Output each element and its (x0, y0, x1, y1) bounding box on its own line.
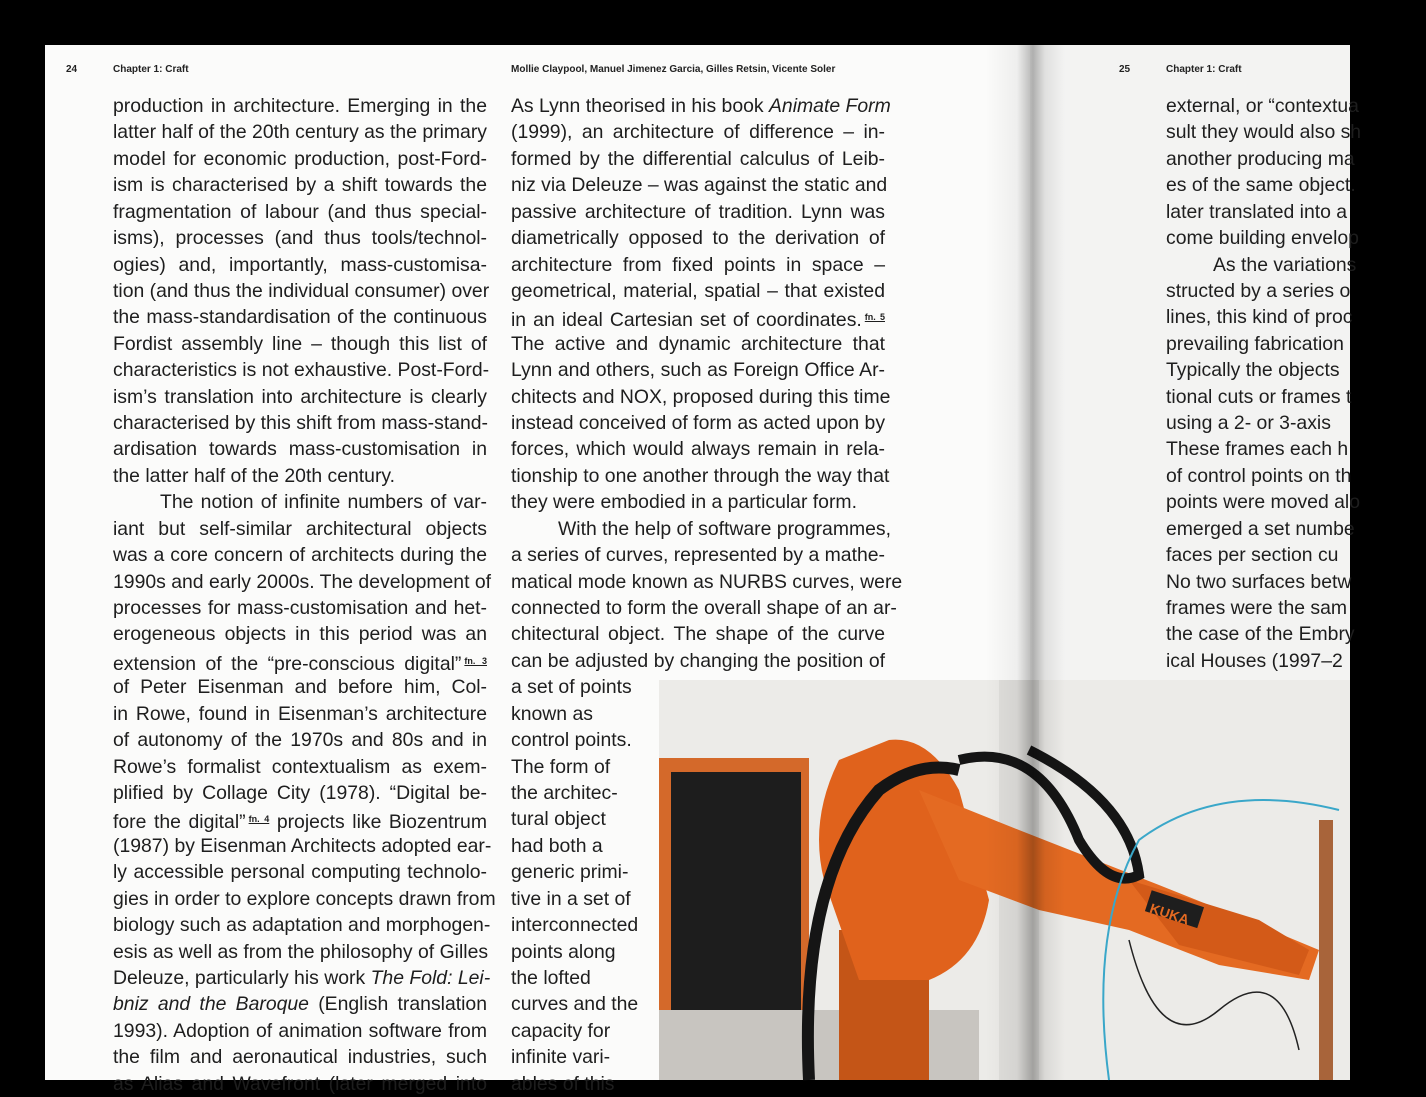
line-text: sult they would also sh (1166, 121, 1362, 144)
text-line (511, 965, 636, 991)
text-line (511, 939, 636, 965)
line-text: external, or “contextua (1166, 95, 1359, 117)
line-text: had both a (511, 834, 603, 857)
text-line (1166, 569, 1426, 595)
text-line (113, 912, 491, 938)
line-text: plified by Collage City (1978). “Digital be- (113, 781, 487, 804)
text-line (113, 859, 487, 885)
text-line (113, 331, 487, 357)
line-text: (English translation (308, 993, 487, 1016)
text-line (1166, 172, 1426, 198)
line-text: the film and aeronautical industries, such (113, 1046, 487, 1069)
text-line (511, 595, 897, 621)
line-text: The form of (511, 755, 611, 778)
text-line (511, 436, 885, 462)
line-text: of Peter Eisenman and before him, Col- (113, 676, 487, 699)
line-text: (1999), an architecture of difference – in- (511, 121, 885, 144)
line-text: isms), processes (and thus tools/technol- (113, 227, 487, 250)
line-text: tionship to one another through the way that (511, 464, 890, 487)
text-line (1166, 146, 1426, 172)
line-text: erogeneous objects in this period was an (113, 623, 487, 646)
text-line (113, 1071, 487, 1097)
line-text: was a core concern of architects during the (113, 544, 487, 567)
line-text: diametrically opposed to the derivation of (511, 227, 885, 250)
line-text: ism is characterised by a shift towards the (113, 174, 487, 197)
text-line (113, 199, 487, 225)
line-text: As the variations (1213, 253, 1357, 276)
text-line (1166, 410, 1426, 436)
line-text: points along (511, 940, 616, 963)
text-line (113, 939, 487, 965)
text-line (113, 172, 487, 198)
text-line (113, 357, 490, 383)
line-text: ardisation towards mass-customisation in (113, 438, 487, 461)
text-line (511, 172, 888, 198)
robot-brand-label: KUKA (1147, 899, 1192, 928)
text-line (1166, 331, 1426, 357)
text-line (113, 93, 487, 119)
text-line (113, 252, 487, 278)
text-column-right (1166, 93, 1426, 674)
text-line (1166, 621, 1426, 647)
text-line (511, 93, 891, 119)
footnote-marker[interactable]: fn. 5 (864, 312, 885, 323)
line-text: (1987) by Eisenman Architects adopted ear- (113, 834, 492, 857)
line-text: No two surfaces betw (1166, 570, 1352, 593)
line-text: Lynn and others, such as Foreign Office Ar- (511, 359, 885, 382)
text-line (113, 991, 487, 1017)
line-text: fragmentation of labour (and thus special- (113, 200, 487, 223)
line-text: Deleuze, particularly his work (113, 966, 371, 989)
line-text: the architec- (511, 781, 618, 804)
line-text: a set of points (511, 676, 632, 699)
text-line (511, 569, 903, 595)
line-text: emerged a set numbe (1166, 517, 1355, 540)
text-line (113, 146, 487, 172)
line-text: frames were the sam (1166, 597, 1348, 620)
running-head-right: Chapter 1: Craft (1166, 64, 1242, 75)
line-text: These frames each h (1166, 438, 1349, 461)
text-line (1166, 93, 1426, 119)
line-text: chitectural object. The shape of the curve (511, 623, 885, 646)
text-line (511, 674, 636, 700)
text-line (113, 1018, 487, 1044)
robot-arm-photo (659, 680, 1350, 1080)
running-head-left: Chapter 1: Craft (113, 64, 189, 75)
text-line (113, 754, 487, 780)
line-text: The active and dynamic architecture that (511, 332, 885, 355)
text-line (511, 859, 636, 885)
text-line (113, 542, 487, 568)
text-line (511, 463, 890, 489)
line-text: using a 2- or 3-axis (1166, 412, 1331, 435)
line-text: can be adjusted by changing the position of (511, 649, 885, 672)
line-text: in an ideal Cartesian set of coordinates. (511, 309, 862, 332)
text-line (1166, 119, 1426, 145)
line-text: processes for mass-customisation and het- (113, 597, 487, 620)
line-text: tural object (511, 808, 606, 831)
page-number-left: 24 (66, 64, 78, 75)
line-text: Fordist assembly line – though this list of (113, 332, 487, 355)
line-text: the latter half of the 20th century. (113, 464, 396, 487)
text-line (1166, 225, 1426, 251)
text-line (1166, 436, 1426, 462)
text-line (1166, 278, 1426, 304)
text-line (511, 912, 639, 938)
line-text: the mass-standardisation of the continuous (113, 306, 487, 329)
text-line (511, 701, 636, 727)
text-line (113, 833, 492, 859)
text-line (511, 489, 885, 515)
line-text: of control points on th (1166, 464, 1352, 487)
text-line (1166, 542, 1426, 568)
line-text: curves and the (511, 993, 639, 1016)
text-column-left (113, 93, 496, 1097)
line-text: tional cuts or frames t (1166, 385, 1352, 408)
text-line (1166, 357, 1426, 383)
line-text: of autonomy of the 1970s and 80s and in (113, 729, 487, 752)
line-text: fore the digital” (113, 811, 246, 834)
line-text: points were moved alo (1166, 491, 1361, 514)
line-text: instead conceived of form as acted upon by (511, 412, 886, 435)
text-line (511, 252, 885, 278)
text-line (113, 278, 490, 304)
text-line (113, 436, 487, 462)
line-text: in Rowe, found in Eisenman’s architecture (113, 702, 487, 725)
line-text: control points. (511, 729, 632, 752)
line-text: lines, this kind of proc (1166, 306, 1353, 329)
text-line (113, 648, 487, 674)
line-text: faces per section cu (1166, 544, 1339, 567)
line-text: Rowe’s formalist contextualism as exem- (113, 755, 487, 778)
line-text: model for economic production, post-Ford- (113, 147, 487, 170)
line-text: es of the same object. (1166, 174, 1356, 197)
line-text: known as (511, 702, 593, 725)
italic-title: The Fold: Lei- (370, 966, 491, 989)
footnote-marker[interactable]: fn. 3 (464, 655, 487, 666)
text-line (511, 780, 636, 806)
line-text: iant but self-similar architectural objects (113, 517, 487, 540)
authors-header: Mollie Claypool, Manuel Jimenez Garcia, Gilles Retsin, Vicente Soler (511, 64, 836, 75)
line-text: ogies) and, importantly, mass-customisa- (113, 253, 487, 276)
line-text: forces, which would always remain in rela- (511, 438, 885, 461)
italic-title: Animate Form (768, 95, 891, 117)
line-text: tive in a set of (511, 887, 631, 910)
line-text: ables of this (511, 1072, 615, 1095)
text-line (511, 410, 885, 436)
text-line (1166, 463, 1426, 489)
line-text: as Alias and Wavefront (later merged into (113, 1072, 487, 1095)
line-text: the lofted (511, 966, 591, 989)
line-text: latter half of the 20th century as the primary (113, 121, 487, 144)
text-line (511, 806, 636, 832)
page-number-right: 25 (1119, 64, 1131, 75)
text-line (511, 1044, 636, 1070)
line-text: architecture from fixed points in space – (511, 253, 885, 276)
line-text: another producing ma (1166, 147, 1355, 170)
text-line (1166, 648, 1426, 674)
line-text: ism’s translation into architecture is clearly (113, 385, 487, 408)
line-text: come building envelop (1166, 227, 1359, 250)
text-line (511, 1071, 636, 1097)
text-line (113, 463, 487, 489)
line-text: characterised by this shift from mass-stand- (113, 412, 489, 435)
text-line (113, 806, 487, 832)
line-text: connected to form the overall shape of an ar- (511, 597, 897, 620)
text-line (511, 384, 891, 410)
text-line (511, 146, 885, 172)
text-line (113, 886, 496, 912)
text-line (511, 119, 885, 145)
footnote-marker[interactable]: fn. 4 (248, 814, 270, 825)
text-line (113, 674, 487, 700)
text-line (113, 384, 487, 410)
line-text: later translated into a (1166, 200, 1348, 223)
italic-title: bniz and the Baroque (113, 993, 309, 1016)
line-text: gies in order to explore concepts drawn from (113, 887, 496, 910)
line-text: capacity for (511, 1019, 611, 1042)
text-line (113, 516, 487, 542)
line-text: production in architecture. Emerging in the (113, 95, 487, 117)
text-line (511, 357, 885, 383)
line-text: a series of curves, represented by a mathe- (511, 544, 885, 567)
line-text: biology such as adaptation and morphogen- (113, 914, 491, 937)
line-text: matical mode known as NURBS curves, were (511, 570, 903, 593)
line-text: the case of the Embry (1166, 623, 1355, 646)
line-text: infinite vari- (511, 1046, 611, 1069)
line-text: Typically the objects (1166, 359, 1340, 382)
text-line (113, 1044, 487, 1070)
line-text: As Lynn theorised in his book (511, 95, 769, 117)
text-line (1166, 304, 1426, 330)
text-line (113, 569, 492, 595)
text-line (113, 119, 487, 145)
line-text: projects like Biozentrum (269, 811, 487, 834)
line-text: structed by a series o (1166, 279, 1351, 302)
line-text: ical Houses (1997–2 (1166, 649, 1343, 672)
text-line (511, 542, 885, 568)
text-line (511, 833, 636, 859)
text-line (511, 648, 885, 674)
text-line (511, 886, 636, 912)
text-line (1166, 516, 1426, 542)
line-text: generic primi- (511, 861, 629, 884)
text-line (113, 780, 487, 806)
line-text: geometrical, material, spatial – that existed (511, 279, 885, 302)
text-line (113, 304, 487, 330)
text-line (113, 701, 487, 727)
line-text: chitects and NOX, proposed during this time (511, 385, 891, 408)
text-line (1166, 489, 1426, 515)
line-text: passive architecture of tradition. Lynn was (511, 200, 885, 223)
line-text: esis as well as from the philosophy of Gilles (113, 940, 489, 963)
line-text: formed by the differential calculus of Leib- (511, 147, 885, 170)
text-line (511, 278, 885, 304)
text-line (113, 621, 487, 647)
text-line (113, 489, 487, 515)
line-text: ly accessible personal computing technolo- (113, 861, 487, 884)
text-line (511, 516, 892, 542)
line-text: characteristics is not exhaustive. Post-Ford- (113, 359, 490, 382)
line-text: niz via Deleuze – was against the static and (511, 174, 888, 197)
text-line (113, 965, 491, 991)
text-line (511, 991, 639, 1017)
text-line (113, 410, 487, 436)
text-line (113, 727, 487, 753)
line-text: tion (and thus the individual consumer) over (113, 279, 490, 302)
text-line (511, 199, 885, 225)
text-line (113, 225, 487, 251)
line-text: interconnected (511, 914, 639, 937)
text-line (511, 727, 636, 753)
line-text: prevailing fabrication (1166, 332, 1344, 355)
text-line (511, 621, 885, 647)
line-text: 1990s and early 2000s. The development of (113, 570, 492, 593)
text-line (1166, 252, 1426, 278)
line-text: The notion of infinite numbers of var- (160, 491, 487, 514)
line-text: they were embodied in a particular form. (511, 491, 857, 514)
text-line (1166, 384, 1426, 410)
line-text: 1993). Adoption of animation software from (113, 1019, 487, 1042)
text-line (113, 595, 487, 621)
text-line (1166, 595, 1426, 621)
text-line (511, 1018, 636, 1044)
text-line (511, 754, 636, 780)
text-line (1166, 199, 1426, 225)
line-text: extension of the “pre-conscious digital” (113, 652, 462, 675)
text-line (511, 225, 885, 251)
text-line (511, 304, 885, 330)
line-text: With the help of software programmes, (558, 517, 892, 540)
text-line (511, 331, 885, 357)
